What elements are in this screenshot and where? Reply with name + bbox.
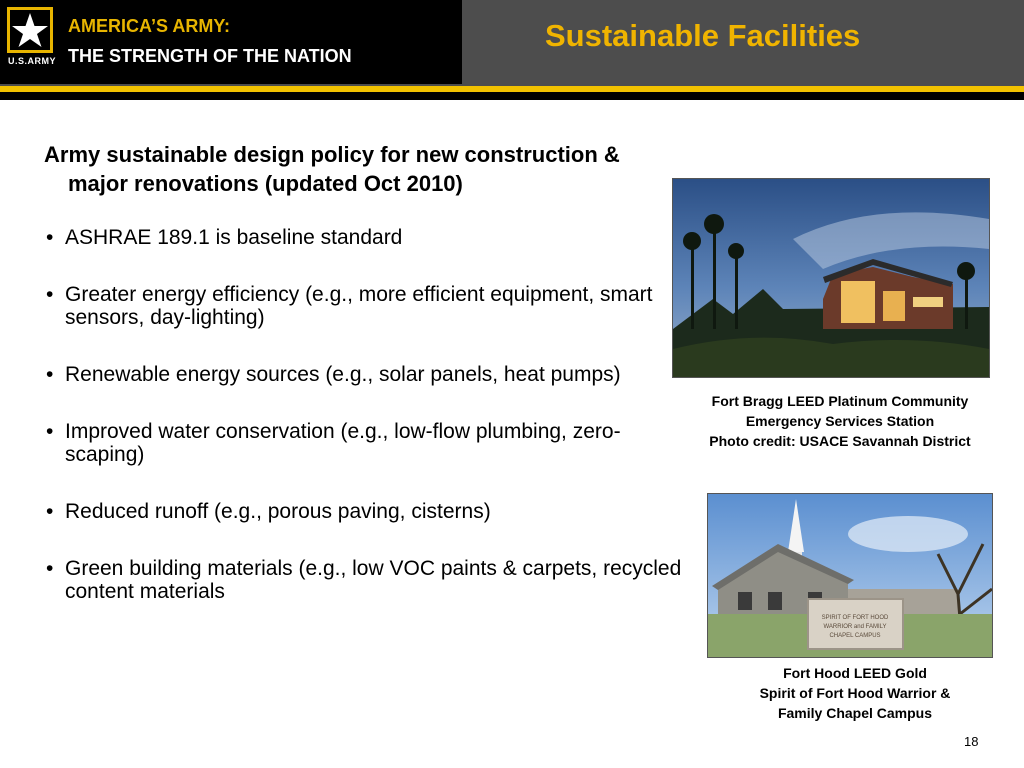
caption-line: Emergency Services Station	[745, 413, 935, 429]
bullet-item: • Green building materials (e.g., low VOC paints & carpets, recycled content materials	[46, 557, 682, 603]
svg-text:CHAPEL CAMPUS: CHAPEL CAMPUS	[829, 633, 881, 639]
bullet-dot-icon: •	[46, 283, 54, 306]
caption-line: Fort Bragg LEED Platinum Community	[711, 393, 969, 409]
fort-bragg-caption	[688, 391, 992, 451]
slide-title: Sustainable Facilities	[545, 18, 861, 53]
fort-bragg-station-photo	[672, 178, 990, 378]
bullet-list	[44, 226, 684, 637]
policy-line-2: major renovations (updated Oct 2010)	[68, 171, 463, 196]
fort-hood-chapel-photo	[707, 493, 993, 658]
bullet-item: • Renewable energy sources (e.g., solar panels, heat pumps)	[46, 363, 621, 386]
page-number: 18	[964, 734, 979, 749]
bullet-dot-icon: •	[46, 557, 54, 580]
svg-text:SPIRIT OF FORT HOOD: SPIRIT OF FORT HOOD	[821, 615, 889, 621]
caption-line: Family Chapel Campus	[777, 705, 933, 721]
bullet-dot-icon: •	[46, 420, 54, 443]
bullet-dot-icon: •	[46, 226, 54, 249]
bullet-item: • Greater energy efficiency (e.g., more efficient equipment, smart sensors, day-lighting)	[46, 283, 653, 329]
bullet-dot-icon: •	[46, 500, 54, 523]
slogan-line-2: THE STRENGTH OF THE NATION	[68, 46, 352, 66]
bullet-item: • ASHRAE 189.1 is baseline standard	[46, 226, 403, 249]
svg-text:WARRIOR and FAMILY: WARRIOR and FAMILY	[823, 624, 887, 630]
policy-heading	[44, 140, 704, 198]
caption-line: Photo credit: USACE Savannah District	[709, 433, 971, 449]
header-rule-black	[0, 92, 1024, 100]
bullet-item: • Improved water conservation (e.g., low-flow plumbing, zero-scaping)	[46, 420, 621, 466]
slogan-line-1: AMERICA’S ARMY:	[68, 16, 230, 36]
caption-line: Spirit of Fort Hood Warrior &	[759, 685, 951, 701]
policy-line-1: Army sustainable design policy for new construction &	[44, 142, 620, 167]
army-logo-text: U.S.ARMY	[7, 56, 56, 66]
slide-header	[0, 0, 1024, 86]
bullet-item: • Reduced runoff (e.g., porous paving, cisterns)	[46, 500, 491, 523]
bullet-dot-icon: •	[46, 363, 54, 386]
fort-hood-caption	[720, 663, 990, 723]
caption-line: Fort Hood LEED Gold	[783, 665, 927, 681]
brand-block	[0, 0, 462, 84]
